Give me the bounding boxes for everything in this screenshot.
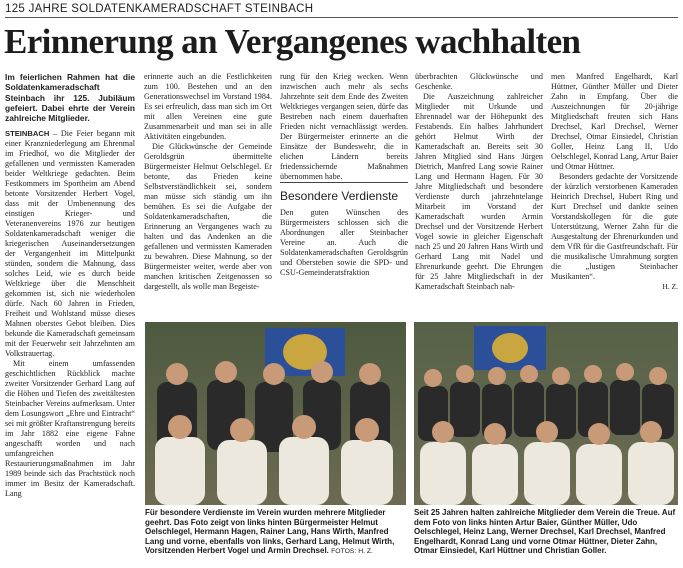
photo-long-time-members — [414, 322, 678, 505]
section-kicker: 125 JAHRE SOLDATENKAMERADSCHAFT STEINBACH — [5, 3, 678, 18]
article-lead: Im feierlichen Rahmen hat die Soldatenkameradschaft Steinbach ihr 125. Jubiläum gefeiert. Dabei ehrte der Verein zahlreiche Mitglieder. — [5, 72, 135, 124]
column-3-text-2: Den guten Wünschen des Bürgermeisters schlossen sich die Abordnungen aller Steinbacher Vereine an. Auch die Soldatenkameradschaften Geroldsgrün und Obersteben sowie die SPD- und CSU-Gemeinderatsfraktion — [280, 208, 408, 277]
author-byline: H. Z. — [662, 282, 678, 291]
photo-1-illustration — [145, 322, 406, 505]
photo-credit: FOTOS: H. Z. — [331, 548, 373, 556]
column-5-text: men Manfred Engelhardt, Karl Hüttner, Günther Müller und Dieter Zahn in Empfang. Über die Auszeichnungen für 20-jährige Mitgliedschaft freuten sich Hans Drechsel, Karl Drechsel, Werner Drechsel, Otmar Einsiedel, Christian Goller, Heinz Lang II, Udo Oelschlegel, Konrad Lang, Artur Baier und Otmar Hüttner. — [551, 72, 678, 171]
column-1 — [5, 72, 135, 499]
column-5 — [551, 72, 678, 292]
column-2-text: erinnerte auch an die Festlichkeiten zum 100. Bestehen und an den Generationswechsel im Vorstand 1984. Es sei erfreulich, dass man sich im Ort mit allen Vereinen eine gute Zusammenarbeit und man sei in alle Aktivitäten eingebunden. — [144, 72, 272, 141]
column-3-text: rung für den Krieg wecken. Wenn inzwischen auch mehr als sechs Jahrzehnte seit dem Ende des Zweiten Weltkrieges vergangen seien, dürfe das Bestreben nach einem dauerhaften Frieden nicht vernachlässigt werden. Der Bürgermeister erinnerte an die Einsätze der Bundeswehr, die in elichen Ländern bereits friedenssichernde Maßnahmen übernommen habe. — [280, 72, 408, 181]
photo-1-caption — [145, 508, 407, 557]
subheading: Besondere Verdienste — [280, 182, 408, 208]
dateline: STEINBACH — [5, 129, 50, 139]
column-1-text-2: Mit einem umfassenden geschichtlichen Rückblick machte zweiter Vorsitzender Gerhard Lang auf die Höhen und Tiefen des zweitältesten Steinbacher Vereins aufmerksam. Unter dem Losungswort „Ehre und Eintracht“ sei mit größter Kraftanstrengung bereits im Jahr 1882 eine eigene Fahne angeschafft worden und nach umfangreichen Restaurierungsmaßnahmen im Jahr 1989 beinde sich das Prachtstück noch immer im Besitz der Kameradschaft. Lang — [5, 359, 135, 499]
column-4-text-2: Die Auszeichnung zahlreicher Mitglieder mit Urkunde und Ehrennadel war der Höhepunkt des Festabends. Ein halbes Jahrhundert gehört Helmut Wirth der Kameradschaft an. Bereits seit 30 Jahren Mitglied sind Hans Jürgen Dietrich, Manfred Lang sowie Rainer Lang und Hermann Hagen. Für 30 Jahre Mitgliedschaft und besondere Verdienste durch jahrzehntelange Mitarbeit im Vorstand der Kameradschaft wurden Armin Drechsel und der Vorsitzende Herbert Vogel sowie in gleicher Eigenschaft nach 25 und 20 Jahren Hans Wirth und Gerhard Lang mit Nadel und Ehrenurkunde geehrt. Die Ehrungen für 25 Jahre Mitgliedschaft in der Kameradschaft Steinbach nah- — [415, 92, 543, 291]
photo-2-caption: Seit 25 Jahren halten zahlreiche Mitglieder dem Verein die Treue. Auf dem Foto von links hinten Artur Baier, Günther Müller, Udo Oelschlegel, Heinz Lang, Werner Drechsel, Karl Drechsel, Manfred Engelhardt, Konrad Lang und vorne Otmar Hüttner, Dieter Zahn, Otmar Einsiedel, Karl Hüttner und Christian Goller. — [414, 508, 676, 556]
column-2-text-2: Die Glückwünsche der Gemeinde Geroldsgrün übermittelte Bürgermeister Helmut Oelschlegel. Er betonte, das Frieden keine Selbstverständlichkeit sei, sondern man müsse sich ständig um ihn bemühen. Es sei die Aufgabe der Soldatenkameradschaften, die Erinnerung an Vergangenes wach zu halten und das Andenken an die gefallenen und vermissten Kameraden zu bewahren. Diese Mahnung, so der Bürgermeister weiter, werde aber von manchen kritischen Zeitgenossen so dargestellt, als wolle man Begeiste- — [144, 142, 272, 291]
photo-1-caption-text: Für besondere Verdienste im Verein wurden mehrere Mitglieder geehrt. Das Foto zeigt von links hinten Bürgermeister Helmut Oelschlegel, Hermann Hagen, Rainer Lang, Hans Wirth, Manfred Lang und vorne, ebenfalls von links, Gerhard Lang, Helmut Wirth, Vorsitzenden Herbert Vogel und Armin Drechsel. — [145, 508, 395, 556]
column-1-text — [5, 129, 135, 359]
column-4 — [415, 72, 543, 292]
column-1-body: – Die Feier begann mit einer Kranzniederlegung am Ehrenmal im Friedhof, wo die Mitglieder der gefallenen und vermissten Kameraden beider Weltkriege gedachten. Beim Festkommers im Sportheim am Abend betonte Vorsitzender Herbert Vogel, dass mit der Umbenennung des einstigen Krieger- und Veteranenvereins 1976 zur heutigen Soldatenkameradschaft weniger die kriegerischen Auseinandersetzungen der Vergangenheit im Mittelpunkt stünden, sondern die Mahnung, dass solches Leid, wie es durch beide Weltkriege über die Menschheit gekommen ist, sich nie wiederholen dürfe. Nach 60 Jahren in Frieden, Freiheit und Wohlstand müsse dieses Mahnen oberstes Gebot bleiben. Dies bekunde die Kameradschaft gemeinsam mit der Feuerwehr seit Jahrzehnten am Volkstrauertag. — [5, 129, 135, 359]
photo-2-illustration — [414, 322, 678, 505]
article-headline: Erinnerung an Vergangenes wachhalten — [4, 22, 581, 61]
column-4-text: überbrachten Glückwünsche und Geschenke. — [415, 72, 543, 91]
column-2 — [144, 72, 272, 292]
column-5-text-2: Besonders gedachte der Vorsitzende der kürzlich verstorbenen Kameraden Heinrich Drechsel, Hubert Ring und Kurt Drechsel und dankte seinen Vorstandskollegen für die gute Unterstützung, Werner Zahn für die Ausgestaltung der Ehrenurkunden und dem VfR für die Gastfreundschaft. Für die musikalische Umrahmung sorgten die „lustigen Steinbacher Musikanten“. — [551, 172, 678, 281]
column-3 — [280, 72, 408, 278]
photo-honored-members — [145, 322, 406, 505]
